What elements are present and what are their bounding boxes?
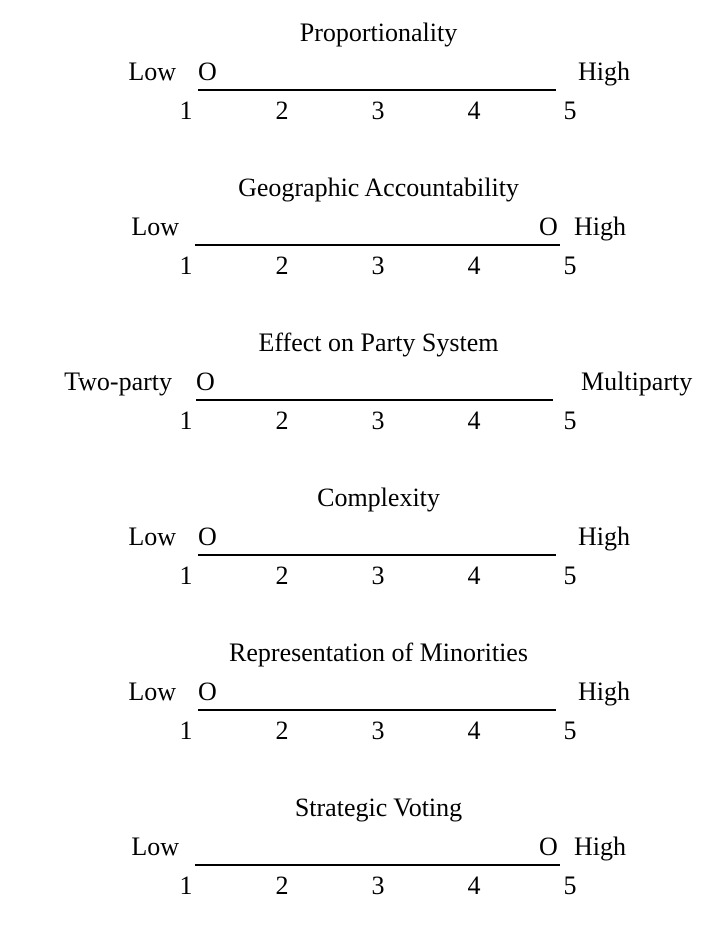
scale-tick: 3 <box>371 406 385 435</box>
scale-tick: 1 <box>179 96 193 125</box>
scale-line <box>198 89 556 91</box>
scale-marker: O <box>539 832 558 861</box>
scale-high-label: High <box>574 832 626 861</box>
scale-low-label: Low <box>128 57 176 86</box>
scale-tick: 1 <box>179 561 193 590</box>
scale-tick: 1 <box>179 716 193 745</box>
scale-marker: O <box>198 57 217 86</box>
scale-line <box>198 709 556 711</box>
scale-title: Effect on Party System <box>258 328 499 357</box>
scale-high-label: High <box>578 522 630 551</box>
scale-low-label: Two-party <box>64 367 172 396</box>
scale-high-label: High <box>578 677 630 706</box>
scale-tick: 5 <box>563 716 577 745</box>
scale-tick: 4 <box>467 561 481 590</box>
scale-title: Strategic Voting <box>294 793 463 822</box>
scale-low-label: Low <box>128 677 176 706</box>
scale-tick: 4 <box>467 406 481 435</box>
scale-high-label: High <box>574 212 626 241</box>
scale-title: Geographic Accountability <box>238 173 519 202</box>
scale-tick: 2 <box>275 406 289 435</box>
scale-title: Complexity <box>317 483 440 512</box>
scale-marker: O <box>196 367 215 396</box>
scale-marker: O <box>198 677 217 706</box>
scale-representation-of-minorities <box>0 640 722 770</box>
scale-effect-on-party-system <box>0 330 722 460</box>
scale-tick: 3 <box>371 96 385 125</box>
scale-high-label: Multiparty <box>581 367 693 396</box>
scale-tick: 2 <box>275 871 289 900</box>
scale-tick: 5 <box>563 406 577 435</box>
scale-tick: 3 <box>371 561 385 590</box>
scale-tick: 5 <box>563 871 577 900</box>
scale-tick: 3 <box>371 251 385 280</box>
scale-tick: 4 <box>467 871 481 900</box>
scale-tick: 5 <box>563 96 577 125</box>
scale-proportionality <box>0 20 722 150</box>
scale-marker: O <box>539 212 558 241</box>
scale-tick: 1 <box>179 251 193 280</box>
scale-line <box>195 864 560 866</box>
scale-low-label: Low <box>131 832 179 861</box>
scale-tick: 5 <box>563 251 577 280</box>
scale-high-label: High <box>578 57 630 86</box>
scale-geographic-accountability <box>0 175 722 305</box>
scale-line <box>195 244 560 246</box>
scale-tick: 4 <box>467 716 481 745</box>
scale-strategic-voting <box>0 795 722 925</box>
scale-complexity <box>0 485 722 615</box>
scale-tick: 1 <box>179 871 193 900</box>
scale-tick: 3 <box>371 716 385 745</box>
scale-tick: 2 <box>275 251 289 280</box>
scale-title: Proportionality <box>299 18 458 47</box>
scale-low-label: Low <box>128 522 176 551</box>
scale-low-label: Low <box>131 212 179 241</box>
scale-tick: 2 <box>275 716 289 745</box>
scale-tick: 4 <box>467 96 481 125</box>
scale-tick: 1 <box>179 406 193 435</box>
scale-tick: 3 <box>371 871 385 900</box>
scale-tick: 2 <box>275 561 289 590</box>
scale-tick: 5 <box>563 561 577 590</box>
scale-tick: 4 <box>467 251 481 280</box>
scale-line <box>196 399 553 401</box>
scale-line <box>198 554 556 556</box>
scale-marker: O <box>198 522 217 551</box>
scale-title: Representation of Minorities <box>229 638 528 667</box>
scale-tick: 2 <box>275 96 289 125</box>
